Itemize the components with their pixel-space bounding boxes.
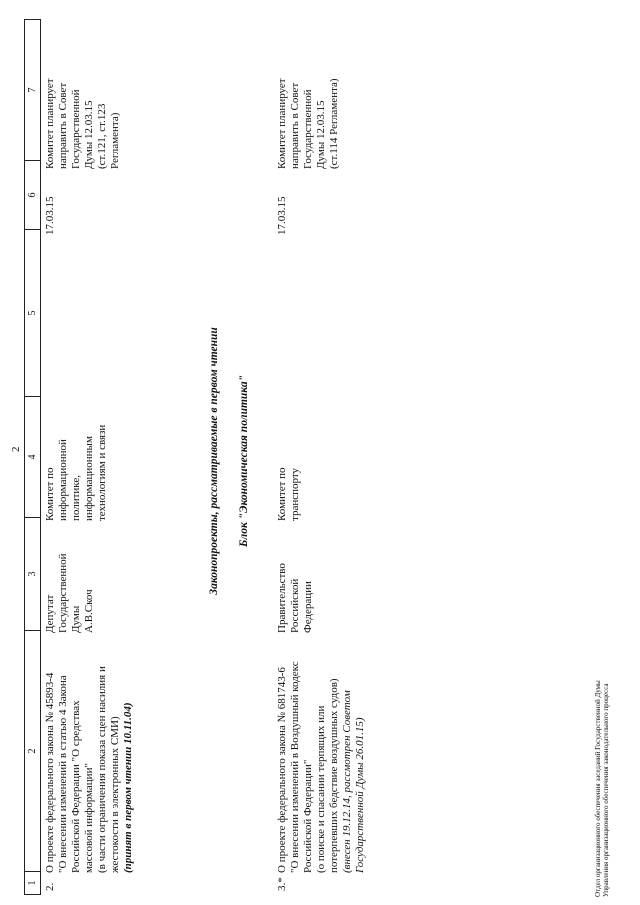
- column-header: 7: [25, 20, 41, 161]
- author-line: Российской: [289, 578, 301, 633]
- bill-note: (принят в первом чтении 10.11.04): [122, 702, 134, 873]
- plan-line: Комитет планирует: [276, 78, 288, 169]
- bill-line: (о поиске и спасании терпящих или: [315, 705, 327, 873]
- column-header: 6: [25, 161, 41, 230]
- author-line: Государственной: [57, 553, 69, 633]
- bill-line: потерпевших бедствие воздушных судов): [328, 678, 340, 873]
- plan-line: направить в Совет: [289, 82, 301, 169]
- committee-line: информационной: [57, 439, 69, 521]
- author-line: Депутат: [44, 594, 56, 633]
- column-header: 4: [25, 397, 41, 518]
- committee-line: Комитет по: [44, 467, 56, 521]
- author-line: А.В.Скоч: [83, 589, 95, 633]
- bill-description: [44, 645, 135, 873]
- column-header: 1: [25, 872, 41, 895]
- author-line: Правительство: [276, 563, 288, 633]
- bill-line: жестокости в электронных СМИ): [109, 716, 121, 873]
- bill-line: Российской Федерации "О средствах: [70, 700, 82, 873]
- review-date: 17.03.15: [276, 196, 288, 235]
- bill-description: [276, 645, 367, 873]
- section-heading: Законопроекты, рассматриваемые в первом чтении: [208, 327, 220, 595]
- block-heading: Блок "Экономическая политика": [238, 375, 250, 548]
- plan-line: Государственной: [70, 89, 82, 169]
- column-header-table: [24, 19, 41, 895]
- footer-line: Управления организационного обеспечения законодательного процесса: [602, 683, 610, 897]
- committee-plan: [44, 43, 122, 169]
- plan-line: Комитет планирует: [44, 78, 56, 169]
- plan-line: Думы 12.03.15: [83, 100, 95, 169]
- plan-line: Регламента): [109, 112, 121, 169]
- committee-line: транспорту: [289, 468, 301, 521]
- footer-line: Отдел организационного обеспечения заседаний Государственной Думы: [594, 680, 602, 897]
- plan-line: Государственной: [302, 89, 314, 169]
- plan-line: Думы 12.03.15: [315, 100, 327, 169]
- column-header: 5: [25, 230, 41, 397]
- bill-line: (в части ограничения показа сцен насилия и: [96, 666, 108, 873]
- review-date: 17.03.15: [44, 196, 56, 235]
- bill-author: [44, 529, 96, 633]
- committee-plan: [276, 43, 341, 169]
- column-header: 2: [25, 631, 41, 872]
- document-footer: [594, 680, 610, 897]
- bill-line: О проекте федерального закона № 45893-4: [44, 672, 56, 873]
- bill-line: "О внесении изменений в статью 4 Закона: [57, 675, 69, 873]
- bill-line: Российской Федерации": [302, 759, 314, 873]
- page-number: 2: [10, 446, 22, 452]
- bill-note: Государственной Думы 26.01.15): [354, 717, 366, 873]
- column-header: 3: [25, 518, 41, 631]
- bill-line: О проекте федерального закона № 681743-6: [276, 667, 288, 873]
- responsible-committee: [276, 407, 302, 521]
- bill-line: "О внесении изменений в Воздушный кодекс: [289, 661, 301, 873]
- committee-line: технологиям и связи: [96, 424, 108, 521]
- plan-line: (ст.121, ст.123: [96, 103, 108, 169]
- bill-note: (внесен 19.12.14, рассмотрен Советом: [341, 690, 353, 873]
- plan-line: (ст.114 Регламента): [328, 78, 340, 169]
- committee-line: Комитет по: [276, 467, 288, 521]
- responsible-committee: [44, 407, 109, 521]
- committee-line: информационным: [83, 436, 95, 521]
- bill-line: массовой информации": [83, 763, 95, 873]
- plan-line: направить в Совет: [57, 82, 69, 169]
- author-line: Федерации: [302, 581, 314, 633]
- row-number: 3.*: [276, 877, 288, 891]
- committee-line: политике,: [70, 474, 82, 521]
- bill-author: [276, 529, 315, 633]
- author-line: Думы: [70, 605, 82, 633]
- row-number: 2.: [44, 882, 56, 891]
